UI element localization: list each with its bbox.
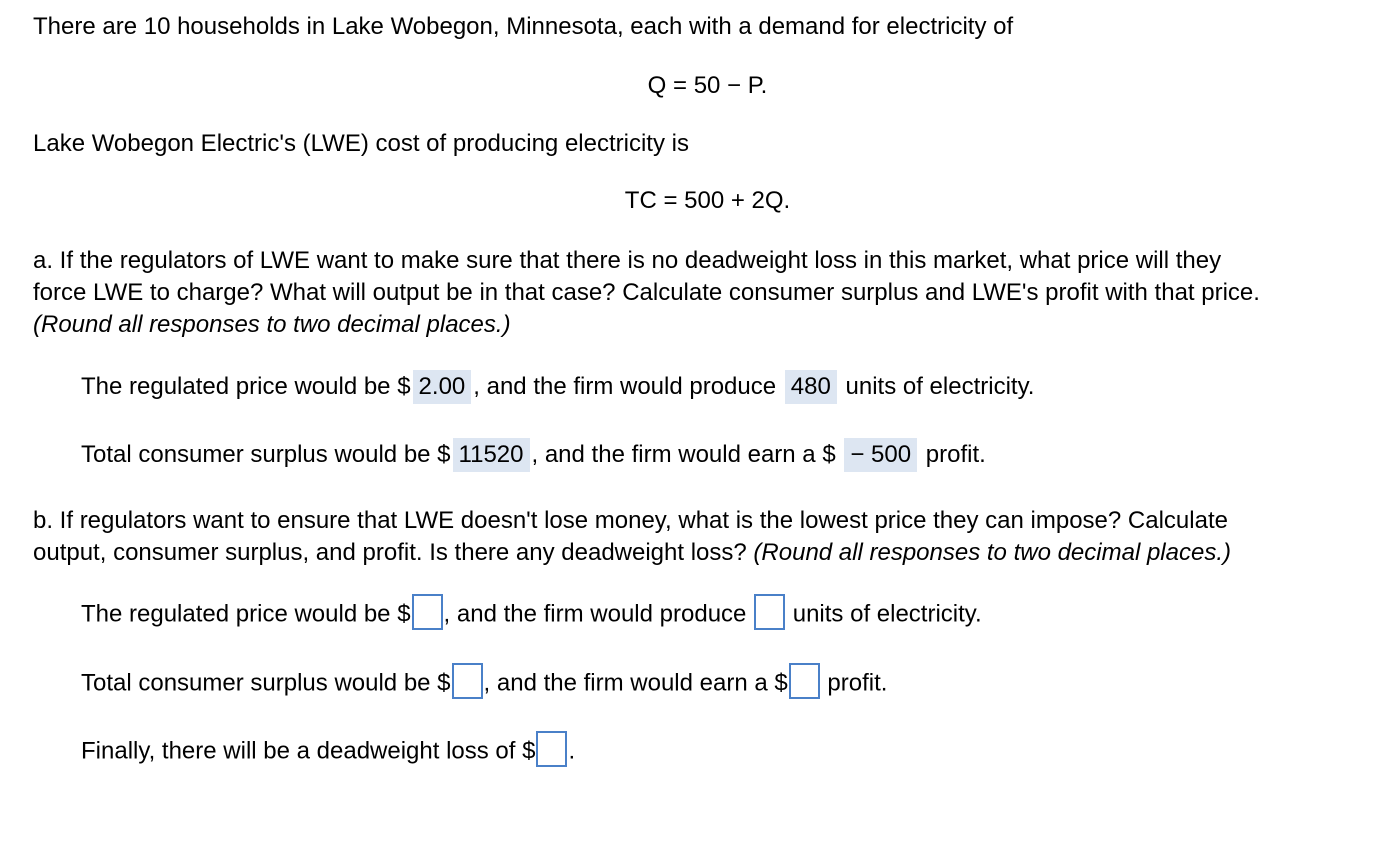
part-b-dwl-input[interactable] (536, 731, 567, 767)
price-prefix: The regulated price would be $ (81, 600, 411, 628)
units-text: units of electricity. (792, 600, 982, 628)
part-b-price-row (81, 597, 982, 633)
part-b-question (33, 505, 1373, 569)
earn-text: , and the firm would earn a $ (483, 669, 788, 697)
dwl-suffix: . (568, 737, 576, 765)
profit-text: profit. (827, 669, 888, 697)
part-b-surplus-row (81, 666, 887, 702)
part-a-surplus-answer: 11520 (453, 438, 530, 472)
part-a-price-answer: 2.00 (413, 370, 472, 404)
produce-text: , and the firm would produce (473, 373, 777, 400)
units-text: units of electricity. (845, 373, 1035, 400)
surplus-prefix: Total consumer surplus would be $ (81, 441, 451, 468)
part-a-question-line1: a. If the regulators of LWE want to make sure that there is no deadweight loss in this market, what price will they (33, 247, 1222, 274)
part-b-price-input[interactable] (412, 594, 443, 630)
earn-text: , and the firm would earn a $ (531, 441, 836, 468)
part-a-surplus-row (81, 438, 986, 472)
part-b-question-line2: output, consumer surplus, and profit. Is there any deadweight loss? (33, 539, 747, 566)
dwl-prefix: Finally, there will be a deadweight loss of $ (81, 737, 536, 765)
part-b-profit-input[interactable] (789, 663, 820, 699)
produce-text: , and the firm would produce (443, 600, 747, 628)
part-a-rounding-note: (Round all responses to two decimal places.) (33, 311, 511, 338)
part-b-surplus-input[interactable] (452, 663, 483, 699)
part-a-profit-answer: − 500 (844, 438, 917, 472)
part-a-price-row (81, 370, 1034, 404)
part-a-question-line2: force LWE to charge? What will output be in that case? Calculate consumer surplus and LWE's profit with that price. (33, 279, 1260, 306)
profit-text: profit. (925, 441, 986, 468)
intro-text: There are 10 households in Lake Wobegon, Minnesota, each with a demand for electricity of (33, 13, 1014, 40)
demand-equation: Q = 50 − P. (647, 72, 768, 99)
price-prefix: The regulated price would be $ (81, 373, 411, 400)
part-b-output-input[interactable] (754, 594, 785, 630)
cost-text: Lake Wobegon Electric's (LWE) cost of producing electricity is (33, 130, 689, 157)
cost-equation: TC = 500 + 2Q. (624, 187, 791, 214)
part-a-question (33, 245, 1373, 341)
surplus-prefix: Total consumer surplus would be $ (81, 669, 451, 697)
part-b-question-line1: b. If regulators want to ensure that LWE doesn't lose money, what is the lowest price they can impose? Calculate (33, 507, 1228, 534)
part-b-rounding-note: (Round all responses to two decimal places.) (753, 539, 1231, 566)
part-a-output-answer: 480 (785, 370, 837, 404)
part-b-dwl-row (81, 734, 575, 770)
